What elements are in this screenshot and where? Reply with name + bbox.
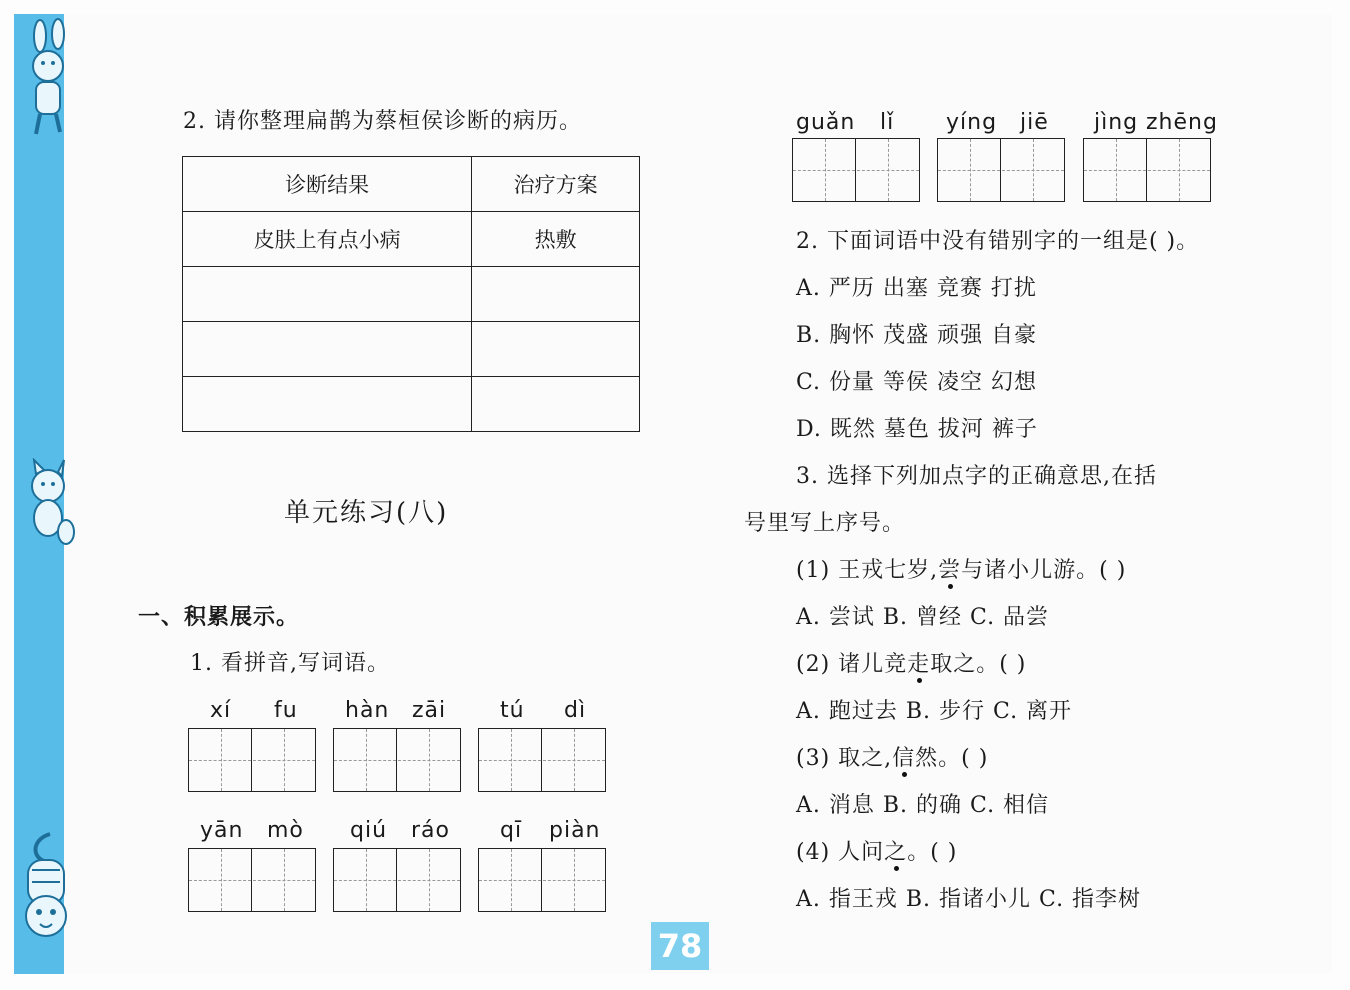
- pinyin-label: dì: [564, 698, 587, 723]
- writing-grid[interactable]: [478, 728, 606, 792]
- pinyin-label: yíng: [946, 110, 998, 135]
- table-header-row: [183, 157, 640, 212]
- table-cell: [472, 377, 640, 432]
- sub-question-3: (3) 取之,信然。( ): [796, 746, 989, 771]
- table-cell: 皮肤上有点小病: [183, 212, 472, 267]
- table-cell: 热敷: [472, 212, 640, 267]
- table-cell: [183, 267, 472, 322]
- sub-question-2: (2) 诸儿竞走取之。( ): [796, 652, 1027, 677]
- table-header-cell: 治疗方案: [472, 157, 640, 212]
- pinyin-label: jìng: [1094, 110, 1139, 135]
- writing-grid[interactable]: [333, 848, 461, 912]
- pinyin-label: tú: [500, 698, 525, 723]
- writing-grid[interactable]: [937, 138, 1065, 202]
- sub-question-4: (4) 人问之。( ): [796, 840, 958, 865]
- page-number-badge: 78: [651, 922, 709, 970]
- writing-grid[interactable]: [792, 138, 920, 202]
- pinyin-label: zāi: [412, 698, 447, 723]
- pinyin-label: mò: [267, 818, 304, 843]
- question-3-title-cont: 号里写上序号。: [744, 511, 906, 536]
- pinyin-label: ráo: [411, 818, 450, 843]
- question-3-title: 3. 选择下列加点字的正确意思,在括: [796, 464, 1157, 489]
- table-cell: [183, 377, 472, 432]
- option-d: D. 既然 墓色 拔河 裤子: [796, 417, 1038, 442]
- table-row: [183, 377, 640, 432]
- writing-grid[interactable]: [333, 728, 461, 792]
- tiger-cartoon-icon: [10, 830, 80, 950]
- dotted-character: 信: [892, 746, 916, 771]
- sub-question-4-options: A. 指王戎 B. 指诸小儿 C. 指李树: [796, 887, 1142, 912]
- sub-question-1: (1) 王戎七岁,尝与诸小儿游。( ): [796, 558, 1127, 583]
- dotted-character: 走: [907, 652, 931, 677]
- writing-grid[interactable]: [1083, 138, 1211, 202]
- table-header-cell: 诊断结果: [183, 157, 472, 212]
- unit-title: 单元练习(八): [284, 498, 449, 528]
- option-a: A. 严历 出塞 竞赛 打扰: [796, 276, 1037, 301]
- question-1-title: 1. 看拼音,写词语。: [190, 651, 390, 676]
- fox-cartoon-icon: [10, 458, 80, 548]
- pinyin-label: zhēng: [1146, 110, 1218, 135]
- table-row: [183, 322, 640, 377]
- sub-question-3-options: A. 消息 B. 的确 C. 相信: [796, 793, 1050, 818]
- pinyin-label: hàn: [345, 698, 390, 723]
- dotted-character: 之: [884, 840, 908, 865]
- pinyin-label: qī: [500, 818, 523, 843]
- pinyin-label: guǎn: [796, 110, 856, 135]
- writing-grid[interactable]: [188, 848, 316, 912]
- question-2-title: 2. 请你整理扁鹊为蔡桓侯诊断的病历。: [183, 109, 582, 134]
- dotted-character: 尝: [938, 558, 962, 583]
- section-title: 一、积累展示。: [138, 605, 300, 630]
- table-cell: [472, 322, 640, 377]
- rabbit-cartoon-icon: [10, 18, 80, 138]
- sub-question-2-options: A. 跑过去 B. 步行 C. 离开: [796, 699, 1073, 724]
- pinyin-label: jiē: [1020, 110, 1049, 135]
- pinyin-label: lǐ: [880, 110, 895, 135]
- sub-question-1-options: A. 尝试 B. 曾经 C. 品尝: [796, 605, 1050, 630]
- pinyin-label: qiú: [350, 818, 388, 843]
- option-c: C. 份量 等侯 凌空 幻想: [796, 370, 1038, 395]
- diagnosis-table: [182, 156, 640, 432]
- table-row: [183, 267, 640, 322]
- table-row: [183, 212, 640, 267]
- question-2-title-right: 2. 下面词语中没有错别字的一组是( )。: [796, 229, 1200, 254]
- pinyin-label: xí: [210, 698, 232, 723]
- pinyin-label: yān: [200, 818, 244, 843]
- writing-grid[interactable]: [478, 848, 606, 912]
- table-cell: [183, 322, 472, 377]
- pinyin-label: piàn: [549, 818, 601, 843]
- option-b: B. 胸怀 茂盛 顽强 自豪: [796, 323, 1038, 348]
- writing-grid[interactable]: [188, 728, 316, 792]
- table-cell: [472, 267, 640, 322]
- pinyin-label: fu: [274, 698, 298, 723]
